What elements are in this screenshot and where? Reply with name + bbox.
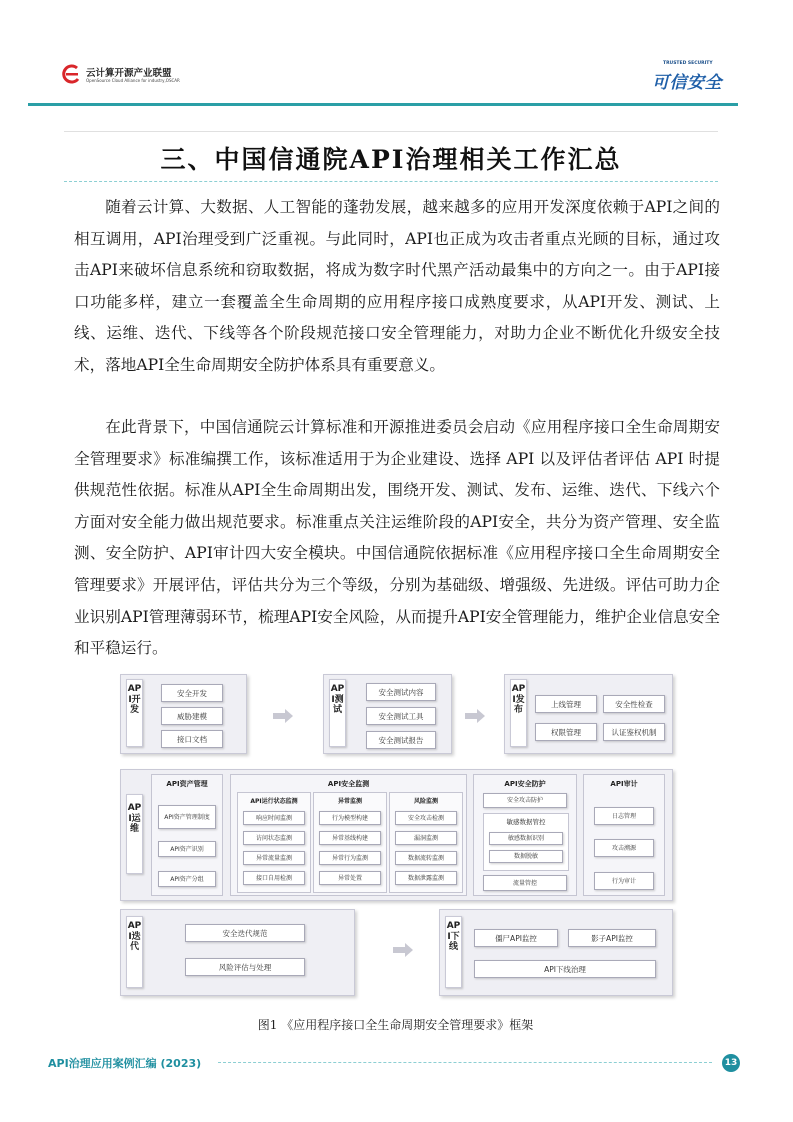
- arrow-right-icon: [273, 709, 293, 723]
- audit-item: 攻击溯源: [594, 839, 654, 857]
- release-item: 上线管理: [535, 695, 597, 713]
- release-item: 权限管理: [535, 723, 597, 741]
- offline-item: API下线治理: [474, 960, 656, 978]
- arrow-right-icon: [465, 709, 485, 723]
- protect-item: 敏感数据识别: [489, 832, 563, 845]
- protect-item: 敏感数据管控: [506, 818, 546, 826]
- page-number: 13: [722, 1054, 740, 1072]
- stage-ops-block: [120, 769, 673, 901]
- monitor-column-title: 异常监测: [337, 798, 362, 805]
- test-item: 安全测试内容: [366, 683, 436, 701]
- test-item: 安全测试工具: [366, 707, 436, 725]
- brand-logo: 可信安全: [652, 73, 722, 93]
- footer-title: API治理应用案例汇编 (2023): [48, 1057, 202, 1070]
- asset-management-panel: [151, 774, 223, 896]
- offline-item: 僵尸API监控: [474, 929, 558, 947]
- sensitive-data-group: [483, 813, 569, 871]
- monitor-item: 响应时间监测: [243, 811, 305, 825]
- section-title: 三、中国信通院API治理相关工作汇总: [160, 145, 622, 174]
- stage-test-label: API测试: [329, 679, 346, 747]
- paragraph-1: 随着云计算、大数据、人工智能的蓬勃发展，越来越多的应用开发深度依赖于API之间的相互调用，API治理受到广泛重视。与此同时，API也正成为攻击者重点光顾的目标，通过攻击API来破坏信息系统和窃取数据，将成为数字时代黑产活动最集中的方向之一。由于API接口功能多样，建立一套覆盖全生命周期的应用程序接口成熟度要求，从API开发、测试、上线、运维、迭代、下线等各个阶段规范接口安全管理能力，对助力企业不断优化升级安全技术，落地API全生命周期安全防护体系具有重要意义。: [74, 198, 720, 374]
- header-divider: [28, 103, 738, 106]
- monitor-title: API安全监测: [327, 780, 370, 788]
- monitor-item: 数据流转监测: [395, 851, 457, 865]
- monitor-item: 异常行为监测: [319, 851, 381, 865]
- stage-dev-block: [120, 674, 247, 754]
- monitor-item: 异常处置: [319, 871, 381, 885]
- asset-item: API资产管理制度: [158, 805, 216, 829]
- stage-dev-label: API开发: [126, 679, 143, 747]
- arrow-right-icon: [393, 943, 413, 957]
- security-monitoring-panel: [230, 774, 467, 896]
- org-name: 云计算开源产业联盟: [86, 68, 172, 79]
- release-item: 安全性检查: [603, 695, 665, 713]
- monitor-item: 访问状态监测: [243, 831, 305, 845]
- monitor-item: 异常基线构建: [319, 831, 381, 845]
- stage-test-block: [323, 674, 452, 754]
- monitor-item: 接口自用检测: [243, 871, 305, 885]
- stage-offline-label: API下线: [445, 916, 462, 988]
- framework-figure: [118, 671, 673, 1001]
- brand-small-text: TRUSTED SECURITY: [663, 61, 713, 66]
- stage-iteration-block: [120, 909, 355, 996]
- iteration-item: 安全迭代规范: [185, 924, 305, 942]
- dev-item: 安全开发: [161, 684, 223, 702]
- title-rule-bottom: [64, 181, 718, 182]
- stage-iteration-label: API迭代: [126, 916, 143, 988]
- monitor-item: 漏洞监测: [395, 831, 457, 845]
- org-subtitle: OpenSource Cloud Alliance for industry,OSCAR: [86, 78, 180, 83]
- audit-title: API审计: [610, 780, 638, 788]
- monitor-item: 安全攻击检测: [395, 811, 457, 825]
- monitor-column-title: API运行状态监测: [250, 798, 298, 805]
- asset-item: API资产识别: [158, 841, 216, 857]
- dev-item: 接口文档: [161, 730, 223, 748]
- monitor-item: 数据泄露监测: [395, 871, 457, 885]
- protect-title: API安全防护: [504, 780, 546, 788]
- stage-ops-label: API运维: [126, 794, 143, 874]
- footer-rule: [218, 1062, 712, 1063]
- figure-caption: 图1 《应用程序接口全生命周期安全管理要求》框架: [257, 1018, 534, 1032]
- monitor-column: [389, 792, 463, 893]
- test-item: 安全测试报告: [366, 731, 436, 749]
- asset-title: API资产管理: [166, 780, 208, 788]
- monitor-column: [313, 792, 387, 893]
- stage-offline-block: [439, 909, 673, 996]
- audit-item: 日志管理: [594, 807, 654, 825]
- protect-item: 数据脱敏: [489, 850, 563, 863]
- stage-release-block: [504, 674, 673, 754]
- monitor-column-title: 风险监测: [413, 798, 438, 805]
- protect-item: 安全攻击防护: [483, 793, 567, 808]
- offline-item: 影子API监控: [568, 929, 656, 947]
- release-item: 认证鉴权机制: [603, 723, 665, 741]
- api-audit-panel: [583, 774, 665, 896]
- monitor-column: [237, 792, 311, 893]
- dev-item: 威胁建模: [161, 707, 223, 725]
- protect-item: 流量管控: [483, 875, 567, 891]
- iteration-item: 风险评估与处理: [185, 958, 305, 976]
- monitor-item: 异常流量监测: [243, 851, 305, 865]
- asset-item: API资产分组: [158, 871, 216, 887]
- title-rule-top: [64, 131, 718, 132]
- paragraph-2: 在此背景下，中国信通院云计算标准和开源推进委员会启动《应用程序接口全生命周期安全管理要求》标准编撰工作，该标准适用于为企业建设、选择 API 以及评估者评估 API 时提供规范性依据。标准从API全生命周期出发，围绕开发、测试、发布、运维、迭代、下线六个方面对安全能力做出规范要求。标准重点关注运维阶段的API安全，共分为资产管理、安全监测、安全防护、API审计四大安全模块。中国信通院依据标准《应用程序接口全生命周期安全管理要求》开展评估，评估共分为三个等级，分别为基础级、增强级、先进级。评估可助力企业识别API管理薄弱环节，梳理API安全风险，从而提升API安全管理能力，维护企业信息安全和平稳运行。: [74, 418, 720, 658]
- security-protection-panel: [473, 774, 577, 896]
- stage-release-label: API发布: [510, 679, 527, 747]
- alliance-logo-icon: [62, 64, 82, 84]
- audit-item: 行为审计: [594, 872, 654, 890]
- monitor-item: 行为模型构建: [319, 811, 381, 825]
